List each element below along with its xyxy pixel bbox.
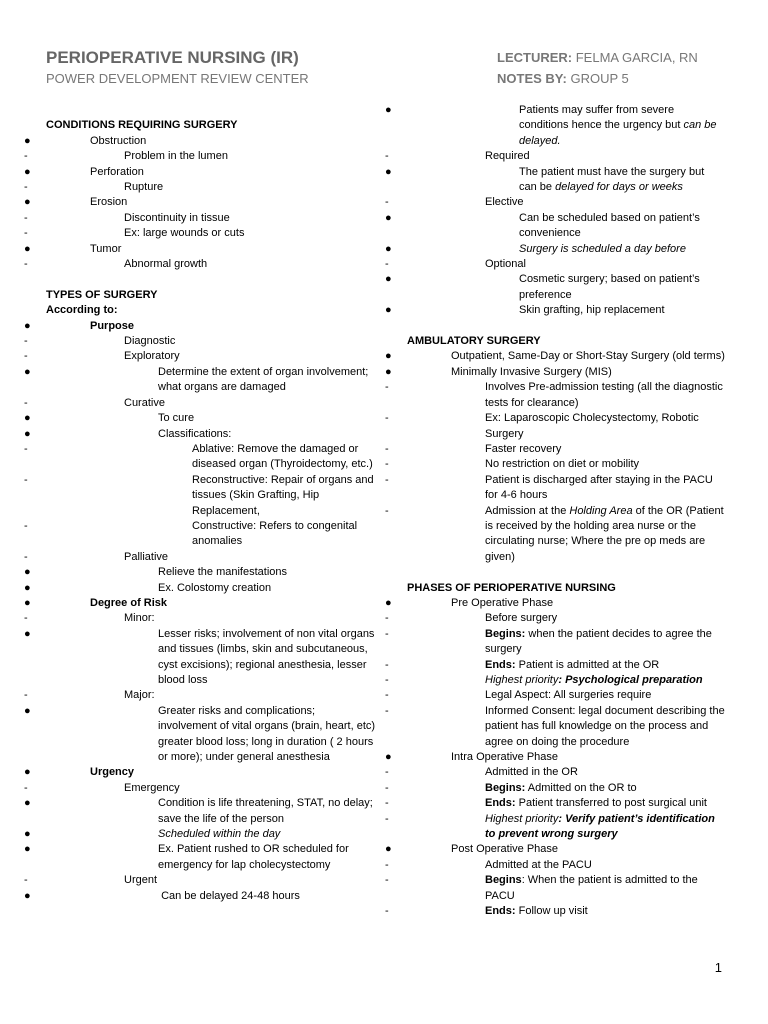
- bullet-icon: ●: [385, 751, 392, 764]
- dash-icon: -: [385, 150, 389, 163]
- list-item: Can be delayed 24-48 hours: [161, 889, 300, 902]
- bullet-icon: ●: [24, 196, 31, 209]
- dash-icon: -: [385, 612, 389, 625]
- left-column: [24, 103, 376, 904]
- dash-icon: -: [24, 612, 28, 625]
- list-item: Emergency: [124, 781, 180, 794]
- dash-icon: -: [24, 396, 28, 409]
- list-item: Perforation: [90, 165, 144, 178]
- bullet-icon: ●: [385, 273, 392, 286]
- list-item-text: : When the patient is admitted to the PACU: [485, 874, 698, 902]
- list-item: Post Operative Phase: [451, 843, 559, 856]
- bullet-icon: ●: [385, 211, 392, 224]
- bullet-icon: ●: [385, 104, 392, 116]
- bullet-icon: ●: [24, 596, 31, 609]
- document-title: PERIOPERATIVE NURSING (IR): [46, 48, 299, 67]
- dash-icon: -: [24, 227, 28, 240]
- list-item-text: Patient is admitted at the OR: [515, 658, 660, 671]
- list-item-text: of the OR (Patient is received by the holding area nurse or the circulating nurse; Where the pre op meds are given): [485, 504, 724, 563]
- list-item: Ex: large wounds or cuts: [124, 227, 245, 240]
- list-item: Pre Operative Phase: [451, 596, 554, 609]
- dash-icon: -: [24, 350, 28, 363]
- notes-label: NOTES BY:: [497, 71, 567, 86]
- dash-icon: -: [24, 442, 28, 455]
- list-item: Urgency: [90, 766, 135, 779]
- list-item: Patient is discharged after staying in the PACU for 4-6 hours: [485, 473, 713, 502]
- begins-label: Begins:: [485, 627, 526, 640]
- list-item: Cosmetic surgery; based on patient’s preference: [519, 273, 700, 301]
- list-item: Purpose: [90, 319, 135, 332]
- list-item: Minor:: [124, 612, 155, 625]
- list-item-emphasis: can be delayed.: [519, 119, 717, 147]
- list-item: Discontinuity in tissue: [124, 211, 230, 224]
- dash-icon: -: [385, 504, 389, 517]
- list-item: Minimally Invasive Surgery (MIS): [451, 365, 612, 378]
- list-item: Elective: [485, 196, 524, 209]
- bullet-icon: ●: [385, 596, 392, 609]
- notes-line: [497, 69, 698, 88]
- list-item: Ex. Patient rushed to OR scheduled for emergency for lap cholecystectomy: [158, 843, 349, 871]
- dash-icon: -: [385, 766, 389, 779]
- list-item-text: Admitted on the OR to: [525, 781, 637, 794]
- list-item: Relieve the manifestations: [158, 566, 288, 579]
- dash-icon: -: [385, 381, 389, 394]
- dash-icon: -: [385, 412, 389, 425]
- dash-icon: -: [385, 704, 389, 717]
- ends-label: Ends:: [485, 905, 516, 918]
- dash-icon: -: [24, 781, 28, 794]
- bullet-icon: ●: [24, 566, 31, 579]
- document-subtitle: POWER DEVELOPMENT REVIEW CENTER: [46, 71, 309, 86]
- dash-icon: -: [385, 689, 389, 702]
- dash-icon: -: [24, 181, 28, 194]
- dash-icon: -: [24, 335, 28, 348]
- priority-label: Highest priority: [485, 812, 559, 825]
- list-item: Ablative: Remove the damaged or diseased organ (Thyroidectomy, etc.): [192, 442, 373, 471]
- list-item: Condition is life threatening, STAT, no delay; save the life of the person: [158, 797, 373, 825]
- bullet-icon: ●: [385, 165, 392, 178]
- list-item: Lesser risks; involvement of non vital organs and tissues (limbs, skin and subcutaneous, cyst excisions); regional anesthesia, lesser blood loss: [158, 627, 375, 686]
- dash-icon: -: [24, 473, 28, 486]
- bullet-icon: ●: [385, 365, 392, 378]
- dash-icon: -: [24, 550, 28, 563]
- bullet-icon: ●: [385, 350, 392, 363]
- list-item: Problem in the lumen: [124, 150, 228, 163]
- bullet-icon: ●: [24, 843, 31, 856]
- ends-label: Ends:: [485, 797, 516, 810]
- according-to: According to:: [46, 304, 118, 317]
- section-conditions: CONDITIONS REQUIRING SURGERY: [46, 119, 238, 132]
- bullet-icon: ●: [24, 134, 31, 147]
- list-item: Admitted at the PACU: [485, 858, 592, 871]
- dash-icon: -: [385, 258, 389, 271]
- section-ambulatory: AMBULATORY SURGERY: [407, 335, 541, 348]
- bullet-icon: ●: [385, 242, 392, 255]
- list-item: Exploratory: [124, 350, 180, 363]
- list-item-emphasis: delayed for days or weeks: [555, 181, 683, 194]
- list-item: Major:: [124, 689, 155, 702]
- list-item: Before surgery: [485, 612, 558, 625]
- dash-icon: -: [24, 258, 28, 271]
- list-item: Ex. Colostomy creation: [158, 581, 272, 594]
- dash-icon: -: [385, 442, 389, 455]
- bullet-icon: ●: [24, 412, 31, 425]
- list-item: Erosion: [90, 196, 128, 209]
- priority-text: : Verify patient’s identification to prevent wrong surgery: [485, 812, 715, 841]
- dash-icon: -: [24, 689, 28, 702]
- list-item: Can be scheduled based on patient’s convenience: [519, 211, 700, 240]
- bullet-icon: ●: [24, 704, 31, 717]
- ends-label: Ends:: [485, 658, 516, 671]
- list-item: Ex: Laparoscopic Cholecystectomy, Robotic Surgery: [485, 412, 699, 440]
- bullet-icon: ●: [24, 766, 31, 779]
- dash-icon: -: [385, 781, 389, 794]
- list-item: Legal Aspect: All surgeries require: [485, 689, 652, 702]
- section-phases: PHASES OF PERIOPERATIVE NURSING: [407, 581, 616, 594]
- dash-icon: -: [24, 874, 28, 887]
- dash-icon: -: [385, 658, 389, 671]
- list-item: Optional: [485, 258, 526, 271]
- bullet-icon: ●: [24, 165, 31, 178]
- dash-icon: -: [24, 211, 28, 224]
- list-item: Urgent: [124, 874, 158, 887]
- list-item-text: The patient must have the surgery but can be: [519, 165, 705, 194]
- dash-icon: -: [385, 458, 389, 471]
- bullet-icon: ●: [24, 581, 31, 594]
- list-item: Diagnostic: [124, 335, 176, 348]
- list-item: Outpatient, Same-Day or Short-Stay Surgery (old terms): [451, 350, 725, 363]
- list-item: Abnormal growth: [124, 258, 208, 271]
- dash-icon: -: [385, 627, 389, 640]
- dash-icon: -: [385, 674, 389, 686]
- bullet-icon: ●: [24, 797, 31, 810]
- lecturer-label: LECTURER:: [497, 50, 573, 65]
- dash-icon: -: [385, 905, 389, 918]
- list-item: Curative: [124, 396, 165, 409]
- list-item: Obstruction: [90, 134, 147, 147]
- list-item: Greater risks and complications; involvement of vital organs (brain, heart, etc) greater blood loss; long in duration ( 2 hours or more); under general anesthesia: [158, 704, 376, 764]
- dash-icon: -: [385, 812, 389, 825]
- list-item: Degree of Risk: [90, 596, 168, 609]
- bullet-icon: ●: [24, 627, 31, 640]
- dash-icon: -: [24, 150, 28, 163]
- list-item: Reconstructive: Repair of organs and tissues (Skin Grafting, Hip Replacement,: [192, 473, 374, 517]
- dash-icon: -: [385, 473, 389, 486]
- list-item: Involves Pre-admission testing (all the diagnostic tests for clearance): [485, 381, 723, 409]
- list-item: Scheduled within the day: [158, 828, 281, 841]
- list-item: Surgery is scheduled a day before: [519, 242, 686, 255]
- list-item: Determine the extent of organ involvement; what organs are damaged: [158, 365, 369, 394]
- list-item: No restriction on diet or mobility: [485, 458, 640, 471]
- list-item: Informed Consent: legal document describing the patient has full knowledge on the process and agree on doing the procedure: [485, 704, 725, 748]
- list-item: Intra Operative Phase: [451, 751, 559, 764]
- list-item: Skin grafting, hip replacement: [519, 304, 665, 317]
- dash-icon: -: [385, 797, 389, 810]
- list-item-text: when the patient decides to agree the surgery: [485, 627, 712, 656]
- lecturer-line: [497, 47, 698, 69]
- list-item-emphasis: Holding Area: [569, 504, 633, 517]
- dash-icon: -: [385, 196, 389, 209]
- bullet-icon: ●: [24, 889, 31, 902]
- list-item: Classifications:: [158, 427, 232, 440]
- list-item: Constructive: Refers to congenital anomalies: [192, 519, 358, 548]
- header-right: [497, 47, 698, 88]
- dash-icon: -: [385, 874, 389, 887]
- list-item-text: Admission at the: [485, 504, 570, 517]
- section-types: TYPES OF SURGERY: [46, 288, 158, 301]
- list-item: Tumor: [90, 242, 122, 255]
- priority-text: : Psychological preparation: [558, 674, 703, 686]
- list-item: Palliative: [124, 550, 169, 563]
- priority-label: Highest priority: [485, 674, 559, 686]
- bullet-icon: ●: [24, 427, 31, 440]
- list-item: Rupture: [124, 181, 164, 194]
- list-item-text: Follow up visit: [515, 905, 588, 918]
- bullet-icon: ●: [385, 843, 392, 856]
- lecturer-name: FELMA GARCIA, RN: [575, 50, 698, 65]
- list-item: To cure: [158, 412, 195, 425]
- list-item: Faster recovery: [485, 442, 562, 455]
- begins-label: Begins: [485, 874, 522, 887]
- list-item-text: Patients may suffer from severe conditions hence the urgency but: [519, 104, 684, 132]
- begins-label: Begins:: [485, 781, 526, 794]
- page-number: 1: [714, 960, 722, 975]
- right-column: [385, 103, 725, 920]
- bullet-icon: ●: [24, 365, 31, 378]
- header-left: [46, 47, 309, 88]
- dash-icon: -: [24, 519, 28, 532]
- bullet-icon: ●: [24, 242, 31, 255]
- list-item: Admitted in the OR: [485, 766, 578, 779]
- bullet-icon: ●: [24, 319, 31, 332]
- list-item-text: Patient transferred to post surgical unit: [515, 797, 707, 810]
- notes-by: GROUP 5: [570, 71, 629, 86]
- bullet-icon: ●: [385, 304, 392, 317]
- bullet-icon: ●: [24, 828, 31, 841]
- list-item: Required: [485, 150, 530, 163]
- dash-icon: -: [385, 858, 389, 871]
